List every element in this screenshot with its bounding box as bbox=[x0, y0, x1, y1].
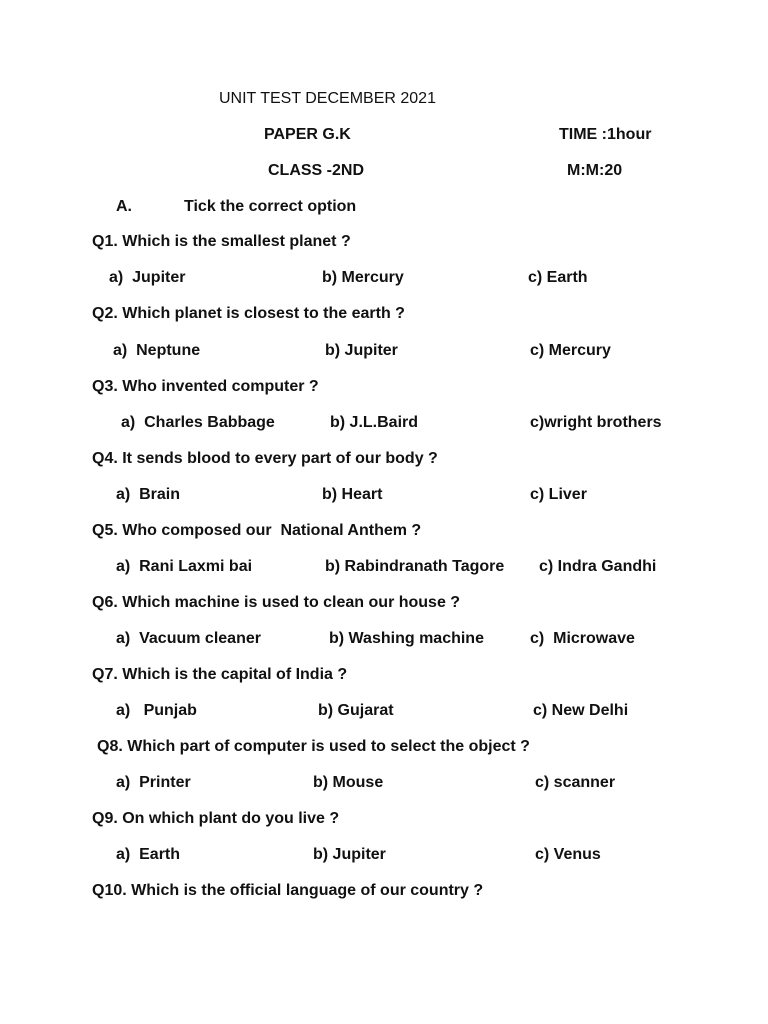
question-10: Q10. Which is the official language of our country ? bbox=[92, 882, 484, 899]
question-5: Q5. Who composed our National Anthem ? bbox=[92, 522, 422, 539]
question-1: Q1. Which is the smallest planet ? bbox=[92, 233, 351, 250]
class-label: CLASS -2ND bbox=[268, 162, 365, 179]
q9-option-a: a) Earth bbox=[116, 846, 181, 863]
question-2: Q2. Which planet is closest to the earth ? bbox=[92, 305, 405, 322]
q4-option-b: b) Heart bbox=[322, 486, 383, 503]
max-marks-label: M:M:20 bbox=[567, 162, 623, 179]
q2-option-a: a) Neptune bbox=[113, 342, 201, 359]
q3-option-a: a) Charles Babbage bbox=[121, 414, 275, 431]
paper-subject: PAPER G.K bbox=[264, 126, 351, 143]
q7-option-a: a) Punjab bbox=[116, 702, 197, 719]
section-label: A. bbox=[116, 198, 132, 215]
question-8: Q8. Which part of computer is used to select the object ? bbox=[97, 738, 530, 755]
q6-option-a: a) Vacuum cleaner bbox=[116, 630, 261, 647]
q4-option-c: c) Liver bbox=[530, 486, 587, 503]
question-4: Q4. It sends blood to every part of our body ? bbox=[92, 450, 438, 467]
q8-option-c: c) scanner bbox=[535, 774, 616, 791]
q3-option-c: c)wright brothers bbox=[530, 414, 662, 431]
test-title: UNIT TEST DECEMBER 2021 bbox=[219, 90, 436, 107]
q1-option-a: a) Jupiter bbox=[109, 269, 186, 286]
question-6: Q6. Which machine is used to clean our house ? bbox=[92, 594, 461, 611]
time-label: TIME :1hour bbox=[559, 126, 652, 143]
q6-option-c: c) Microwave bbox=[530, 630, 635, 647]
question-9: Q9. On which plant do you live ? bbox=[92, 810, 340, 827]
question-7: Q7. Which is the capital of India ? bbox=[92, 666, 348, 683]
question-3: Q3. Who invented computer ? bbox=[92, 378, 319, 395]
q8-option-b: b) Mouse bbox=[313, 774, 384, 791]
q8-option-a: a) Printer bbox=[116, 774, 191, 791]
q7-option-b: b) Gujarat bbox=[318, 702, 394, 719]
q1-option-c: c) Earth bbox=[528, 269, 588, 286]
q2-option-c: c) Mercury bbox=[530, 342, 611, 359]
q9-option-b: b) Jupiter bbox=[313, 846, 386, 863]
q6-option-b: b) Washing machine bbox=[329, 630, 484, 647]
q2-option-b: b) Jupiter bbox=[325, 342, 398, 359]
section-instruction: Tick the correct option bbox=[184, 198, 357, 215]
q1-option-b: b) Mercury bbox=[322, 269, 404, 286]
q7-option-c: c) New Delhi bbox=[533, 702, 629, 719]
q5-option-c: c) Indra Gandhi bbox=[539, 558, 657, 575]
q5-option-a: a) Rani Laxmi bai bbox=[116, 558, 253, 575]
q9-option-c: c) Venus bbox=[535, 846, 601, 863]
q4-option-a: a) Brain bbox=[116, 486, 181, 503]
q5-option-b: b) Rabindranath Tagore bbox=[325, 558, 505, 575]
q3-option-b: b) J.L.Baird bbox=[330, 414, 419, 431]
